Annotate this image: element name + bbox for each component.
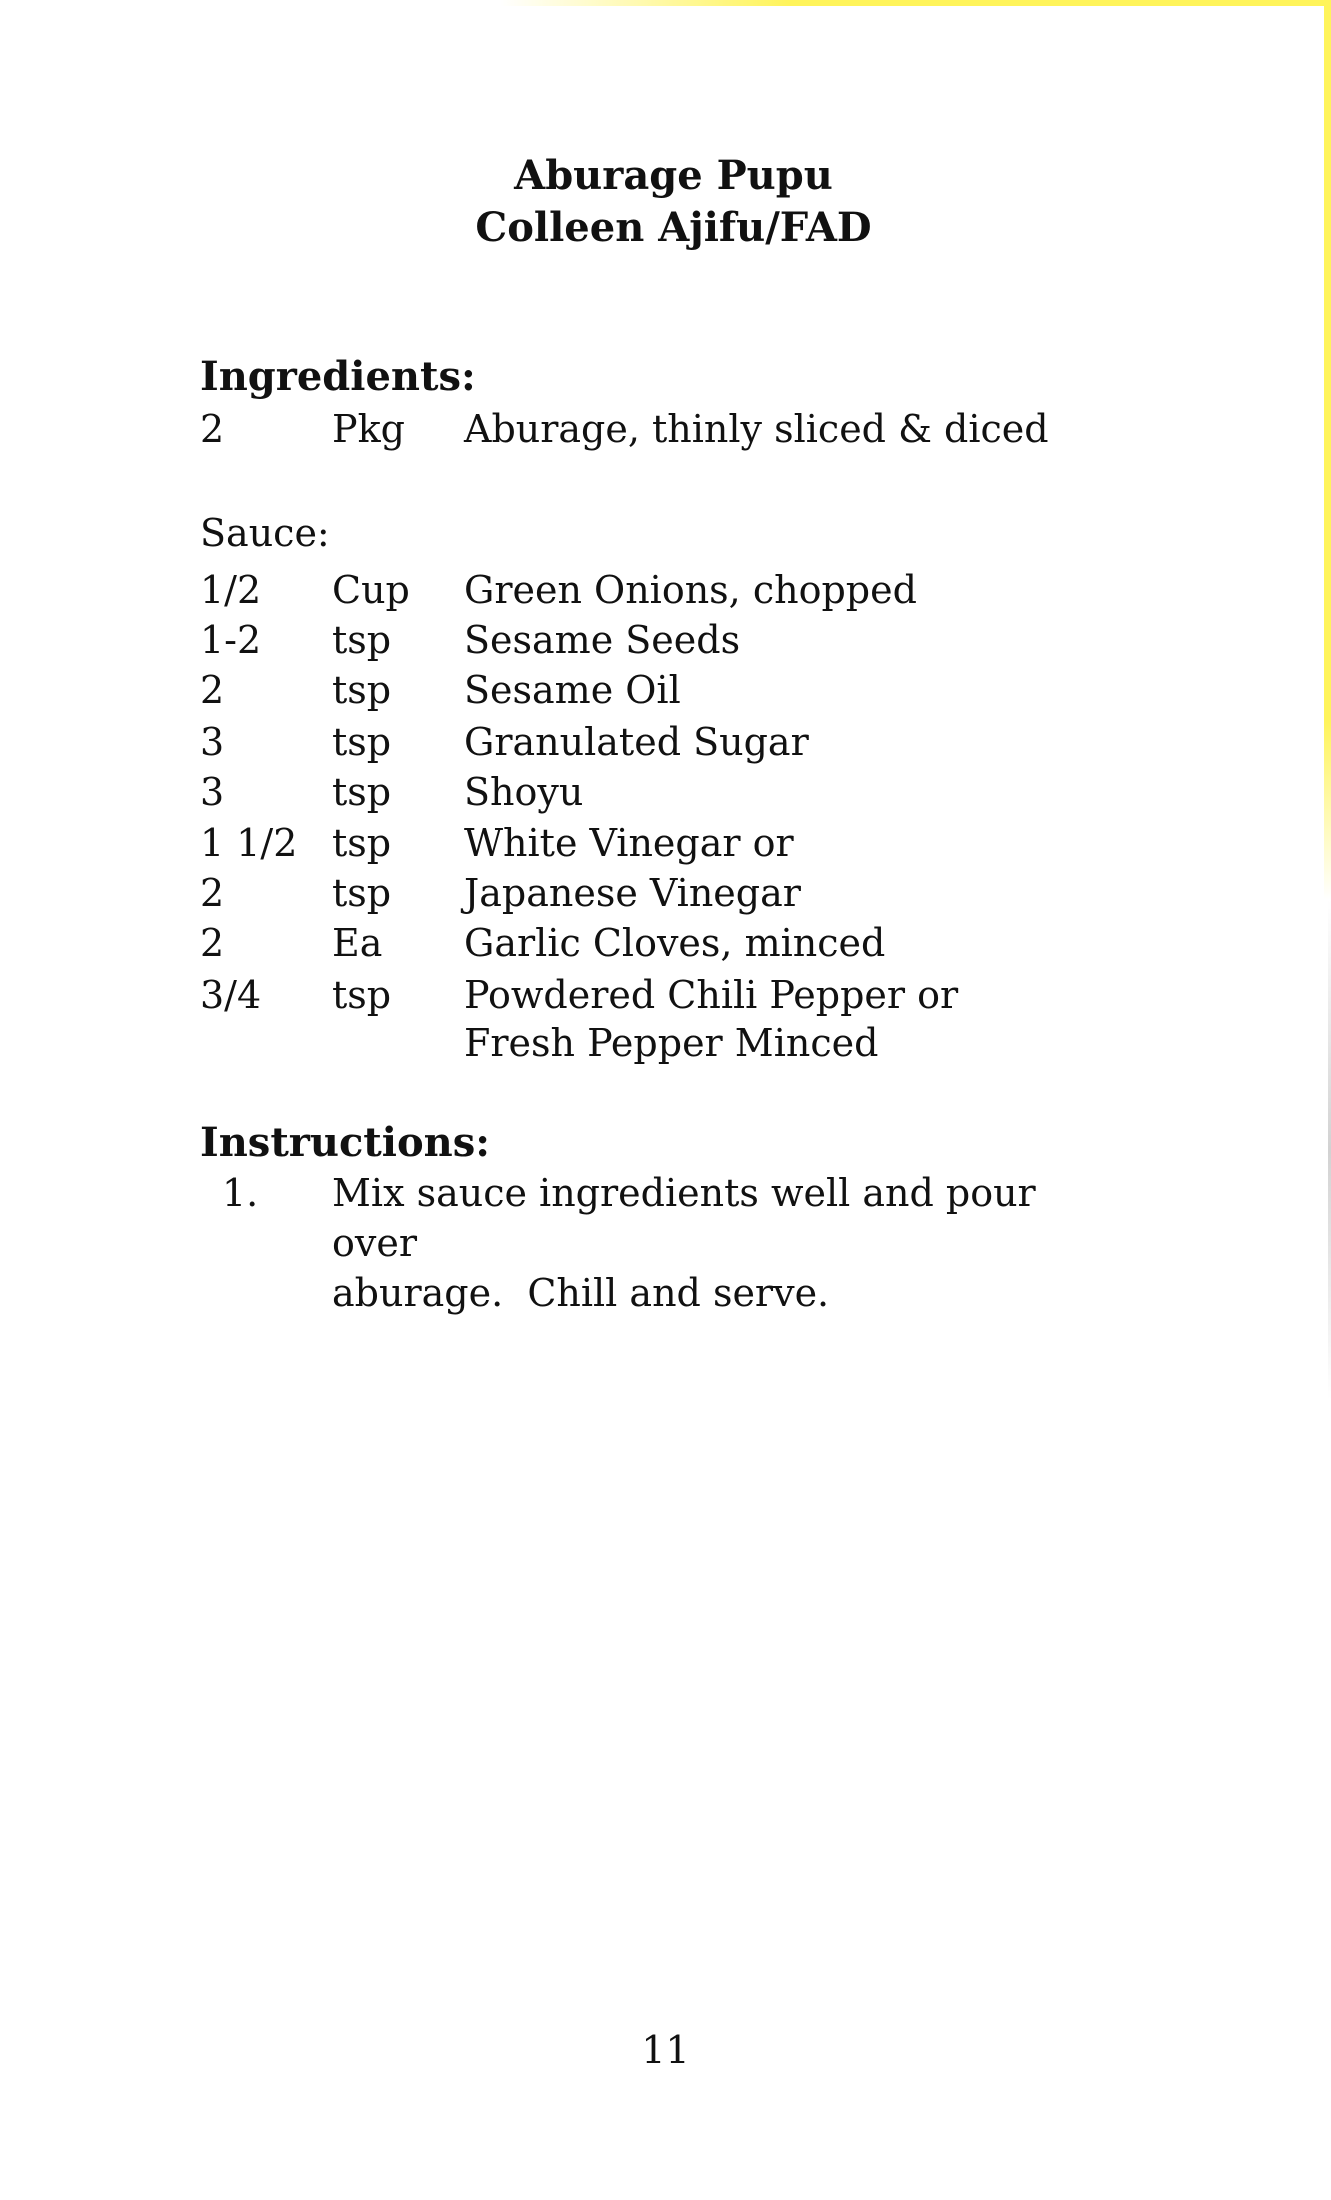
ingredient-name-continuation: Fresh Pepper Minced <box>464 1021 879 1065</box>
ingredient-row <box>0 404 1331 454</box>
ingredient-unit: tsp <box>332 618 392 662</box>
ingredient-quantity: 3 <box>200 720 225 764</box>
sauce-ingredient-row <box>0 918 1331 968</box>
sauce-label: Sauce: <box>200 511 330 555</box>
step-text <box>332 1168 1112 1318</box>
page-number <box>0 2025 1331 2075</box>
ingredient-unit: tsp <box>332 668 392 712</box>
ingredient-name: Shoyu <box>464 770 584 814</box>
sauce-ingredient-row <box>0 970 1331 1020</box>
sauce-ingredient-row <box>0 665 1331 715</box>
ingredient-name: Aburage, thinly sliced & diced <box>464 407 1049 451</box>
instructions-heading: Instructions: <box>200 1119 491 1166</box>
ingredient-name: Sesame Seeds <box>464 618 741 662</box>
recipe-header <box>0 150 1331 254</box>
ingredient-name: Powdered Chili Pepper or <box>464 973 959 1017</box>
ingredients-heading: Ingredients: <box>200 353 476 400</box>
ingredient-unit: Cup <box>332 568 410 612</box>
ingredient-unit: tsp <box>332 770 392 814</box>
sauce-ingredient-row <box>0 565 1331 615</box>
ingredient-name: Green Onions, chopped <box>464 568 917 612</box>
sauce-ingredient-row <box>0 868 1331 918</box>
ingredient-quantity: 2 <box>200 668 225 712</box>
ingredient-unit: tsp <box>332 720 392 764</box>
step-text-line: Mix sauce ingredients well and pour over <box>332 1171 1036 1265</box>
ingredient-unit: tsp <box>332 871 392 915</box>
recipe-title: Aburage Pupu <box>514 152 833 199</box>
ingredient-name: Sesame Oil <box>464 668 681 712</box>
sauce-ingredient-row <box>0 818 1331 868</box>
ingredient-name: Japanese Vinegar <box>464 871 801 915</box>
ingredient-name: White Vinegar or <box>464 821 794 865</box>
sauce-ingredient-row <box>0 615 1331 665</box>
ingredient-unit: Ea <box>332 921 383 965</box>
page-edge-highlight-top <box>500 0 1331 6</box>
step-number: 1. <box>222 1171 259 1215</box>
ingredient-quantity: 1-2 <box>200 618 262 662</box>
ingredient-quantity: 3 <box>200 770 225 814</box>
sauce-ingredient-row <box>0 717 1331 767</box>
ingredient-quantity: 3/4 <box>200 973 262 1017</box>
ingredient-name: Garlic Cloves, minced <box>464 921 886 965</box>
ingredient-quantity: 2 <box>200 871 225 915</box>
step-text-line: aburage. Chill and serve. <box>332 1271 830 1315</box>
ingredient-quantity: 1 1/2 <box>200 821 298 865</box>
recipe-author: Colleen Ajifu/FAD <box>475 204 872 251</box>
ingredient-unit: tsp <box>332 821 392 865</box>
page-number-text: 11 <box>641 2028 690 2072</box>
sauce-ingredient-row <box>0 767 1331 817</box>
ingredient-name: Granulated Sugar <box>464 720 809 764</box>
ingredient-unit: tsp <box>332 973 392 1017</box>
ingredient-quantity: 2 <box>200 407 225 451</box>
ingredient-quantity: 2 <box>200 921 225 965</box>
ingredient-quantity: 1/2 <box>200 568 262 612</box>
ingredient-unit: Pkg <box>332 407 405 451</box>
